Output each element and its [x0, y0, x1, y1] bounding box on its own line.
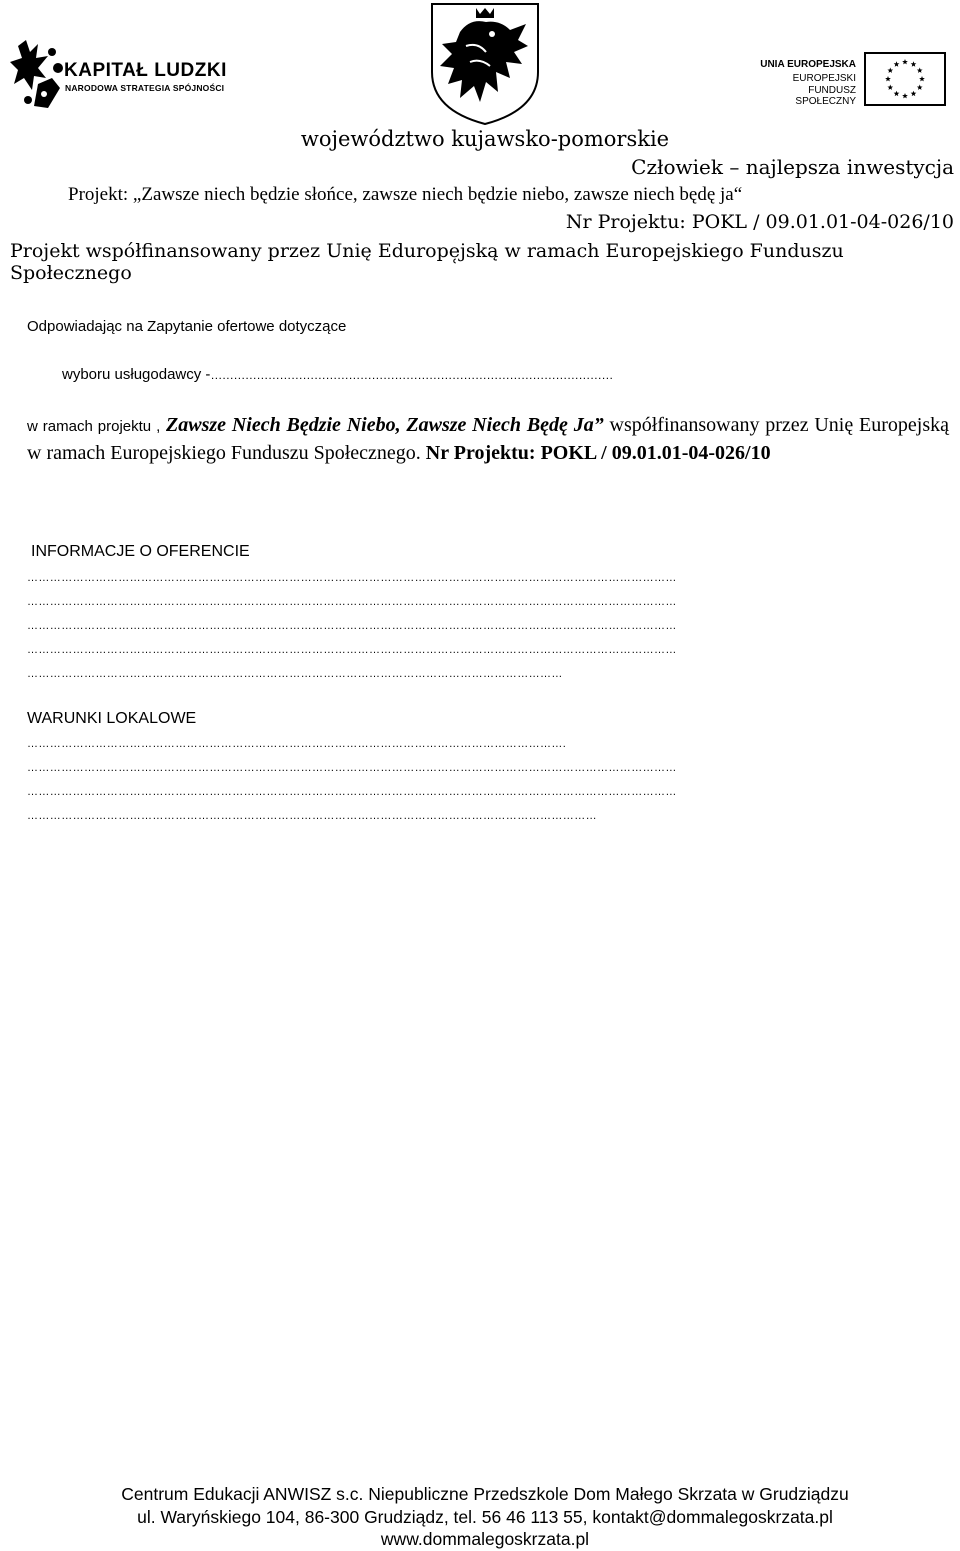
- premises-conditions-line: ……………………………………………………………………………………………………………………………………: [27, 810, 597, 822]
- kapital-ludzki-logo: [8, 38, 228, 112]
- offerer-info-line: ……………………………………………………………………………………………………………………………: [27, 668, 563, 680]
- para-project-name: Zawsze Niech Będzie Niebo, Zawsze Niech Będę Ja”: [166, 414, 604, 436]
- selection-label: wyboru usługodawcy -: [62, 366, 211, 383]
- premises-conditions-line: ………………………………………………………………………………………………………………………………………………………: [27, 762, 677, 774]
- para-project-number: Nr Projektu: POKL / 09.01.01-04-026/10: [425, 442, 771, 464]
- offerer-info-heading: INFORMACJE O OFERENCIE: [31, 543, 250, 560]
- para-prefix: w ramach projektu ,: [27, 418, 161, 435]
- offerer-info-line: ………………………………………………………………………………………………………………………………………………………: [27, 572, 677, 584]
- selection-dots: ……………………………………………………………………………………………: [210, 368, 613, 382]
- para-middle: współfinansowany przez Unię Europejską w ramach Europejskiego Funduszu Społecznego.: [27, 414, 949, 464]
- kapital-ludzki-subtitle: NARODOWA STRATEGIA SPÓJNOŚCI: [65, 83, 225, 93]
- eu-line3: FUNDUSZ SPOŁECZNY: [795, 85, 856, 107]
- offerer-info-line: ………………………………………………………………………………………………………………………………………………………: [27, 644, 677, 656]
- footer-address: ul. Waryńskiego 104, 86-300 Grudziądz, tel. 56 46 113 55, kontakt@dommalegoskrzata.pl: [137, 1507, 833, 1527]
- eu-line2: EUROPEJSKI: [792, 73, 856, 84]
- project-title: Projekt: „Zawsze niech będzie słońce, zawsze niech będzie niebo, zawsze niech będę ja“: [68, 184, 743, 205]
- premises-conditions-heading: WARUNKI LOKALOWE: [27, 710, 197, 727]
- response-intro: Odpowiadając na Zapytanie ofertowe dotyczące: [27, 318, 347, 335]
- premises-conditions-line: …………………………………………………………………………………………………………………………….: [27, 738, 567, 750]
- project-number: Nr Projektu: POKL / 09.01.01-04-026/10: [565, 211, 954, 233]
- cofinancing-note: Projekt współfinansowany przez Unię Edurope̜jską w ramach Europejskiego Funduszu Społecznego: [10, 240, 844, 284]
- motto: Człowiek – najlepsza inwestycja: [631, 155, 954, 179]
- region-name: województwo kujawsko-pomorskie: [300, 127, 670, 151]
- kapital-ludzki-emblem-icon: [8, 38, 68, 112]
- griffin-crest-icon: [430, 2, 540, 126]
- selection-line: [62, 366, 613, 383]
- eu-logo: [748, 50, 948, 108]
- region-crest: [430, 2, 540, 126]
- project-paragraph: [27, 412, 949, 466]
- eu-line1: UNIA EUROPEJSKA: [760, 59, 856, 70]
- offerer-info-line: ………………………………………………………………………………………………………………………………………………………: [27, 596, 677, 608]
- premises-conditions-line: ………………………………………………………………………………………………………………………………………………………: [27, 786, 677, 798]
- kapital-ludzki-name: KAPITAŁ LUDZKI: [64, 60, 227, 81]
- footer-website: www.dommalegoskrzata.pl: [380, 1529, 590, 1549]
- eu-flag-stars-icon: [864, 52, 946, 106]
- footer-institution: Centrum Edukacji ANWISZ s.c. Niepubliczne Przedszkole Dom Małego Skrzata w Grudziądzu: [121, 1484, 849, 1504]
- offerer-info-line: ………………………………………………………………………………………………………………………………………………………: [27, 620, 677, 632]
